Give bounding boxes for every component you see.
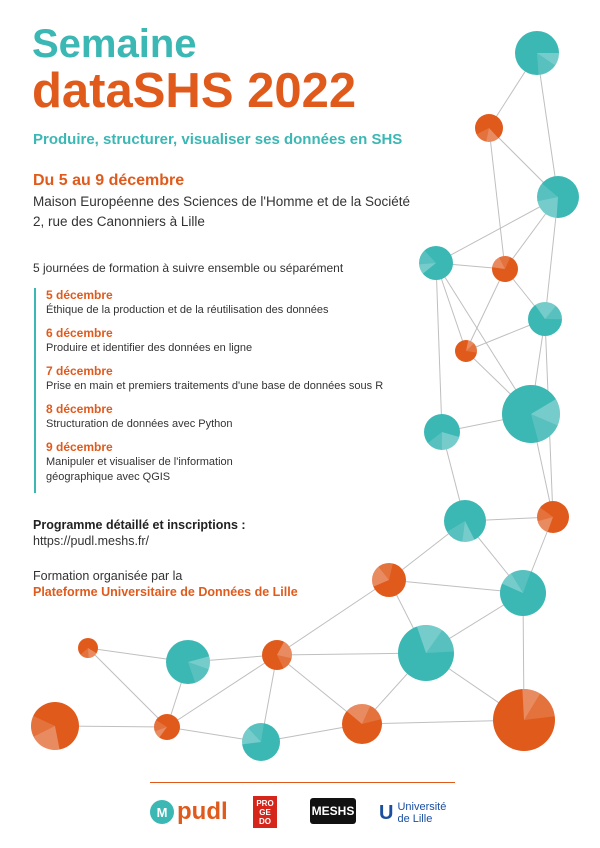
network-edge bbox=[466, 269, 505, 351]
network-node bbox=[528, 302, 562, 336]
network-node bbox=[419, 246, 453, 280]
event-venue: Maison Européenne des Sciences de l'Homme et de la Société bbox=[33, 194, 411, 209]
title-line1: Semaine bbox=[32, 22, 197, 66]
meshs-logo: MESHS bbox=[310, 798, 356, 824]
pudl-logo bbox=[150, 798, 228, 826]
session-title: Manipuler et visualiser de l'information géographique avec QGIS bbox=[46, 456, 233, 483]
title-line2: dataSHS 2022 bbox=[32, 64, 357, 118]
network-node bbox=[262, 640, 292, 670]
session-date: 7 décembre bbox=[46, 364, 113, 378]
ulille-icon: U bbox=[379, 801, 394, 824]
session-title: Prise en main et premiers traitements d'une base de données sous R bbox=[46, 380, 384, 392]
session-item bbox=[46, 402, 446, 432]
footer-divider bbox=[150, 782, 455, 783]
session-title: Structuration de données avec Python bbox=[46, 418, 233, 430]
organizer-label: Formation organisée par la bbox=[33, 569, 183, 583]
network-node bbox=[502, 385, 560, 443]
network-node bbox=[242, 723, 280, 761]
network-edge bbox=[489, 128, 505, 269]
intro-text: 5 journées de formation à suivre ensemble ou séparément bbox=[33, 261, 344, 275]
network-node bbox=[342, 704, 382, 744]
network-node bbox=[492, 256, 518, 282]
session-item bbox=[46, 326, 446, 356]
network-node bbox=[493, 689, 555, 751]
network-node bbox=[444, 500, 486, 542]
network-node bbox=[154, 714, 180, 740]
event-dates: Du 5 au 9 décembre bbox=[33, 172, 185, 189]
network-node bbox=[31, 702, 79, 750]
network-node bbox=[78, 638, 98, 658]
network-edge bbox=[88, 648, 167, 727]
pudl-wordmark: pudl bbox=[177, 798, 228, 825]
session-title: Produire et identifier des données en ligne bbox=[46, 342, 253, 354]
session-date: 8 décembre bbox=[46, 402, 113, 416]
subtitle: Produire, structurer, visualiser ses données en SHS bbox=[33, 131, 403, 148]
network-node bbox=[500, 570, 546, 616]
network-node bbox=[166, 640, 210, 684]
session-date: 6 décembre bbox=[46, 326, 113, 340]
network-node bbox=[475, 114, 503, 142]
pudl-icon: M bbox=[150, 800, 174, 824]
session-item bbox=[46, 288, 446, 318]
network-node bbox=[537, 176, 579, 218]
session-item bbox=[46, 364, 446, 394]
session-date: 9 décembre bbox=[46, 440, 113, 454]
ulille-wordmark: Université de Lille bbox=[397, 801, 447, 825]
network-node bbox=[537, 501, 569, 533]
program-label: Programme détaillé et inscriptions : bbox=[33, 518, 246, 532]
session-date: 5 décembre bbox=[46, 288, 113, 302]
ulille-logo bbox=[379, 801, 459, 825]
network-node bbox=[372, 563, 406, 597]
session-list bbox=[34, 288, 446, 493]
event-address: 2, rue des Canonniers à Lille bbox=[33, 214, 205, 229]
network-node bbox=[515, 31, 559, 75]
organizer-name: Plateforme Universitaire de Données de Lille bbox=[33, 585, 298, 599]
network-node bbox=[455, 340, 477, 362]
progedo-logo: PRO GE DO bbox=[253, 796, 277, 828]
network-node bbox=[398, 625, 454, 681]
session-title: Éthique de la production et de la réutilisation des données bbox=[46, 304, 329, 316]
program-url[interactable]: https://pudl.meshs.fr/ bbox=[33, 534, 150, 548]
session-item bbox=[46, 440, 276, 485]
